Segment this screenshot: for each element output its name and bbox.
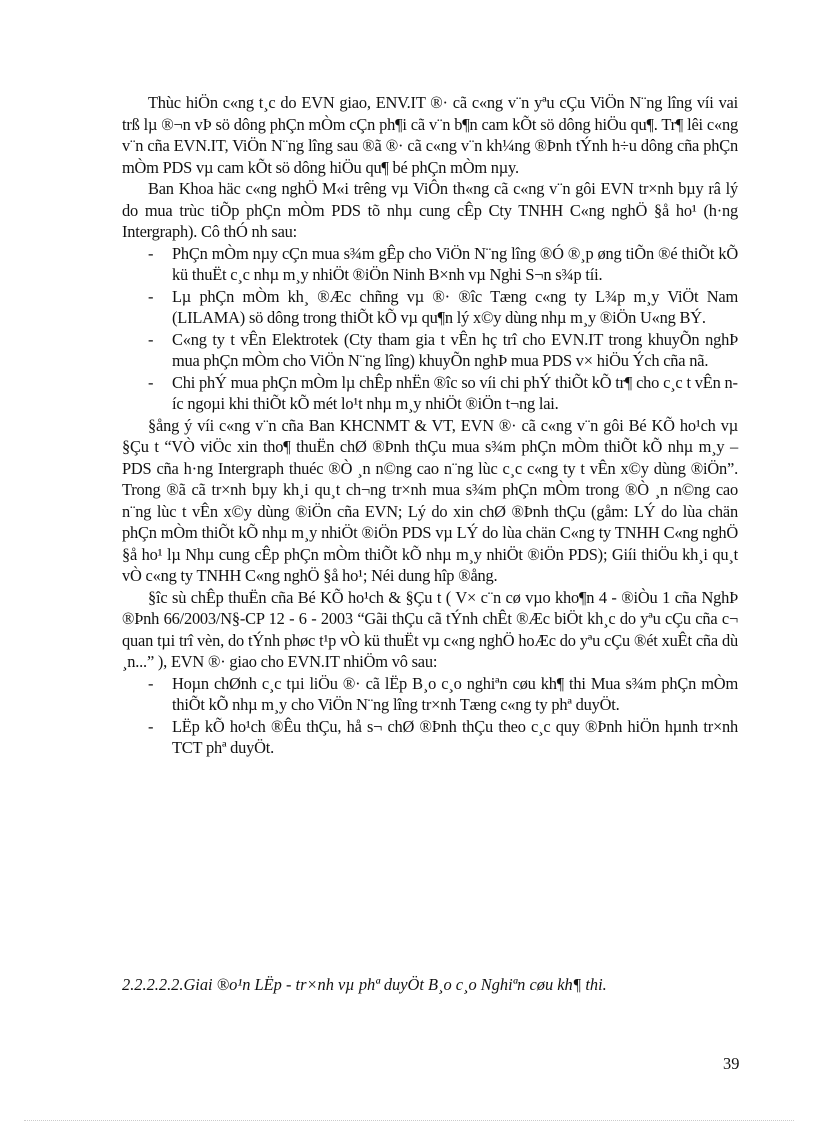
list-dash: - [148,372,154,392]
list-item [122,673,738,716]
page-number: 39 [723,1054,740,1073]
list-dash: - [148,243,154,263]
bullet-list [122,673,738,759]
list-item [122,329,738,372]
list-item-text: C«ng ty t vÊn Elektrotek (Cty tham gia t vÊn hç trî cho EVN.IT trong khuyÕn nghÞ mua phÇn mÒm cho ViÖn N¨ng lîng) khuyÕn nghÞ mua PDS v× hiÖu Ých cña nã. [172,329,738,370]
list-item-text: Lµ phÇn mÒm kh¸ ®Æc chñng vµ ®· ®îc Tæng c«ng ty L¾p m¸y ViÖt Nam (LILAMA) sö dông trong thiÕt kÕ vµ qu¶n lý x©y dùng nhµ m¸y ®iÖn U«ng BÝ. [172,286,738,327]
list-item [122,716,738,759]
list-item-text: PhÇn mÒm nµy cÇn mua s¾m gÊp cho ViÖn N¨ng lîng ®Ó ®¸p øng tiÕn ®é thiÕt kÕ kü thuËt c¸c nhµ m¸y nhiÖt ®iÖn Ninh B×nh vµ Nghi S¬n s¾p tíi. [172,243,738,284]
list-item [122,286,738,329]
list-dash: - [148,673,154,693]
paragraph: Thùc hiÖn c«ng t¸c do EVN giao, ENV.IT ®· cã c«ng v¨n yªu cÇu ViÖn N¨ng lîng víi vai trß lµ ®¬n vÞ sö dông phÇn mÒm cÇn ph¶i cã v¨n b¶n cam kÕt sö dông hiÖu qu¶. Tr¶ lêi c«ng v¨n cña EVN.IT, ViÖn N¨ng lîng sau ®ã ®· cã c«ng v¨n kh¼ng ®Þnh tÝnh h÷u dông cña phÇn mÒm PDS vµ cam kÕt sö dông hiÖu qu¶ bé phÇn mÒm nµy. [122,93,738,177]
list-item-text: Hoµn chØnh c¸c tµi liÖu ®· cã lËp B¸o c¸o nghiªn cøu kh¶ thi Mua s¾m phÇn mÒm thiÕt kÕ nhµ m¸y cho ViÖn N¨ng lîng tr×nh Tæng c«ng ty phª duyÖt. [172,673,738,714]
list-item [122,372,738,415]
paragraph: §îc sù chÊp thuËn cña Bé KÕ ho¹ch & §Çu t ( V× c¨n cø vµo kho¶n 4 - ®iÒu 1 cña NghÞ ®Þnh 66/2003/N§-CP 12 - 6 - 2003 “Gãi thÇu cã tÝnh chÊt ®Æc biÖt kh¸c do yªu cÇu cña c¬ quan tµi trî vèn, do tÝnh phøc t¹p vÒ kü thuËt vµ c«ng nghÖ hoÆc do yªu cÇu ®ét xuÊt cña dù ¸n...” ), EVN ®· giao cho EVN.IT nhiÖm vô sau: [122,587,738,671]
body-text [122,92,738,759]
list-item-text: LËp kÕ ho¹ch ®Êu thÇu, hå s¬ chØ ®Þnh thÇu theo c¸c quy ®Þnh hiÖn hµnh tr×nh TCT phª duyÖt. [172,716,738,757]
list-dash: - [148,329,154,349]
list-item [122,243,738,286]
section-heading: 2.2.2.2.2.Giai ®o¹n LËp - tr×nh vµ phª duyÖt B¸o c¸o Nghiªn cøu kh¶ thi. [122,975,607,994]
paragraph: Ban Khoa häc c«ng nghÖ M«i trêng vµ ViÔn th«ng cã c«ng v¨n gôi EVN tr×nh bµy râ lý do mua trùc tiÕp phÇn mÒm PDS tõ nhµ cung cÊp Cty TNHH C«ng nghÖ §å ho¹ (h·ng Intergraph). Cô thÓ nh sau: [122,179,738,241]
list-dash: - [148,716,154,736]
list-dash: - [148,286,154,306]
paragraph: §ång ý víi c«ng v¨n cña Ban KHCNMT & VT, EVN ®· cã c«ng v¨n gôi Bé KÕ ho¹ch vµ §Çu t “VÒ viÖc xin tho¶ thuËn chØ ®Þnh thÇu mua s¾m phÇn mÒm thiÕt kÕ nhµ m¸y – PDS cña h·ng Intergraph thuéc ®Ò ¸n n©ng cao n¨ng lùc c¸c c«ng ty t vÊn x©y dùng ®iÖn”. Trong ®ã cã tr×nh bµy kh¸i qu¸t ch¬ng tr×nh mua s¾m phÇn mÒm trong ®Ò ¸n n©ng cao n¨ng lùc t vÊn x©y dùng ®iÖn cña EVN; Lý do xin chØ ®Þnh thÇu (gåm: LÝ do lùa chän phÇn mÒm thiÕt kÕ nhµ m¸y nhiÖt ®iÖn PDS vµ LÝ do lùa chän C«ng ty TNHH C«ng nghÖ §å ho¹ lµ Nhµ cung cÊp phÇn mÒm thiÕt kÕ nhµ m¸y nhiÖt ®iÖn PDS); Giíi thiÖu kh¸i qu¸t vÒ c«ng ty TNHH C«ng nghÖ §å ho¹; Néi dung hîp ®ång. [122,415,738,585]
bullet-list [122,243,738,415]
footer-divider [24,1120,794,1121]
list-item-text: Chi phÝ mua phÇn mÒm lµ chÊp nhËn ®îc so víi chi phÝ thiÕt kÕ tr¶ cho c¸c t vÊn níc ngoµi khi thiÕt kÕ mét lo¹t nhµ m¸y nhiÖt ®iÖn t¬ng lai. [172,372,738,413]
